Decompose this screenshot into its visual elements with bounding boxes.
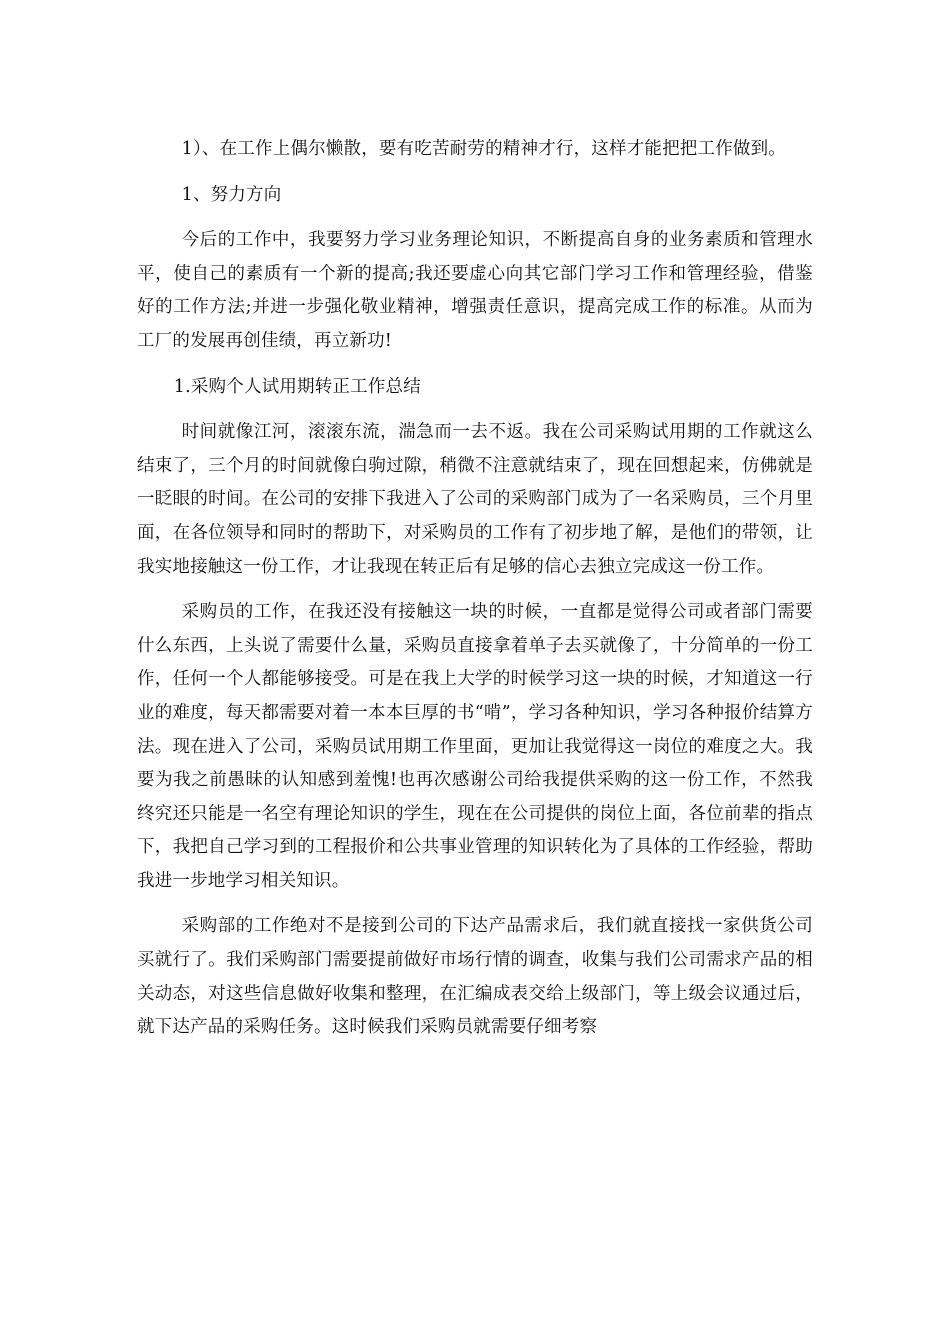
paragraph-future-work: 今后的工作中，我要努力学习业务理论知识，不断提高自身的业务素质和管理水平，使自己的素质有一个新的提高;我还要虚心向其它部门学习工作和管理经验，借鉴好的工作方法;并进一步强化敬业精神，增强责任意识，提高完成工作的标准。从而为工厂的发展再创佳绩，再立新功! xyxy=(137,230,813,351)
paragraph-weakness: 1）、在工作上偶尔懒散，要有吃苦耐劳的精神才行，这样才能把把工作做到。 xyxy=(181,139,787,159)
paragraph-effort-direction-title: 1、努力方向 xyxy=(181,184,282,205)
document-body xyxy=(137,133,813,1045)
paragraph-probation-summary: 时间就像江河，滚滚东流，湍急而一去不返。我在公司采购试用期的工作就这么结束了，三个月的时间就像白驹过隙，稍微不注意就结束了，现在回想起来，仿佛就是一眨眼的时间。在公司的安排下我进入了公司的采购部门成为了一名采购员，三个月里面，在各位领导和同时的帮助下，对采购员的工作有了初步地了解，是他们的带领，让我实地接触这一份工作，才让我现在转正后有足够的信心去独立完成这一份工作。 xyxy=(137,422,813,577)
section-heading: 1.采购个人试用期转正工作总结 xyxy=(173,376,421,397)
paragraph-buyer-role: 采购员的工作，在我还没有接触这一块的时候，一直都是觉得公司或者部门需要什么东西，上头说了需要什么量，采购员直接拿着单子去买就像了，十分简单的一份工作，任何一个人都能够接受。可是在我上大学的时候学习这一块的时候，才知道这一行业的难度，每天都需要对着一本本巨厚的书“啃”，学习各种知识，学习各种报价结算方法。现在进入了公司，采购员试用期工作里面，更加让我觉得这一岗位的难度之大。我要为我之前愚昧的认知感到羞愧!也再次感谢公司给我提供采购的这一份工作，不然我终究还只能是一名空有理论知识的学生，现在在公司提供的岗位上面，各位前辈的指点下，我把自己学习到的工程报价和公共事业管理的知识转化为了具体的工作经验，帮助我进一步地学习相关知识。 xyxy=(137,602,813,891)
paragraph-procurement-process: 采购部的工作绝对不是接到公司的下达产品需求后，我们就直接找一家供货公司买就行了。我们采购部门需要提前做好市场行情的调查，收集与我们公司需求产品的相关动态，对这些信息做好收集和整理，在汇编成表交给上级部门，等上级会议通过后，就下达产品的采购任务。这时候我们采购员就需要仔细考察 xyxy=(137,916,813,1038)
